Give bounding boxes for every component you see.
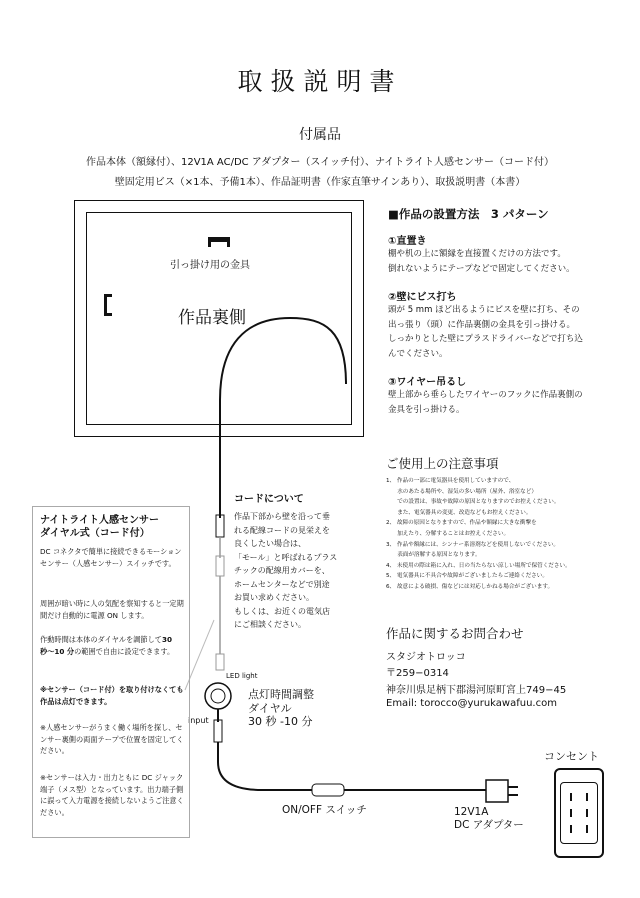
- caution-line: 加えたり、分解することはお控えください。: [386, 530, 510, 537]
- install-line: しっかりとした壁にプラスドライバーなどで打ち込: [388, 334, 583, 344]
- contact-address: 神奈川県足柄下郡湯河原町宮上749−45: [386, 685, 567, 696]
- nightlight-p6: ※センサーは入力・出力ともに DC ジャック端子（メス型）となっています。出力端子側に誤って入力電源を接続しないようご注意ください。: [40, 773, 184, 817]
- nightlight-title-2: ダイヤル式（コード付）: [40, 528, 150, 539]
- timer-line-1: 点灯時間調整: [248, 688, 314, 701]
- cord-line-text: 「モール」と呼ばれるプラス: [234, 552, 338, 562]
- back-label: 作品裏側: [178, 308, 246, 328]
- contact-zip: 〒259−0314: [386, 668, 449, 679]
- contact-heading: 作品に関するお問合わせ: [386, 626, 524, 641]
- nightlight-p5: ※人感センサーがうまく働く場所を探し、センサー裏側の両面テープで位置を固定してください。: [40, 723, 184, 755]
- cord-line-text: ホームセンターなどで別途: [234, 579, 330, 589]
- install-line: 頭が 5 mm ほど出るようにビスを壁に打ち、その: [388, 305, 580, 315]
- nightlight-p3a: 作動時間は本体のダイヤルを調節して: [40, 635, 162, 644]
- timer-line-3: 30 秒 -10 分: [248, 715, 313, 728]
- input-label: input: [188, 716, 209, 725]
- nightlight-p1: DC コネクタで簡単に接続できるモーションセンサー（人感センサー）スイッチです。: [40, 547, 182, 568]
- nightlight-title: [40, 514, 159, 540]
- cord-line-text: にご相談ください。: [234, 620, 306, 629]
- install-p3-text: [388, 388, 628, 417]
- caution-line: 表面が溶解する原因となります。: [386, 552, 481, 559]
- nightlight-p3c: の範囲で自由に設定できます。: [74, 646, 175, 656]
- adapter-icon: [486, 780, 508, 802]
- contact-email[interactable]: Email: torocco@yurukawafuu.com: [386, 698, 557, 709]
- install-line: 棚や机の上に額縁を直接置くだけの方法です。: [388, 249, 566, 259]
- install-heading: ■作品の設置方法 3 パターン: [388, 207, 549, 221]
- caution-line: また、電気器具の変更、改造などもお控えください。: [386, 509, 532, 516]
- switch-icon: [312, 784, 344, 796]
- install-line: んでください。: [388, 348, 448, 359]
- accessories-heading: 付属品: [299, 127, 341, 143]
- adapter-line-2: DC アダプター: [454, 819, 524, 831]
- cord-line-text: れる配線コードの見栄えを: [234, 525, 330, 535]
- cord-line: [220, 318, 346, 518]
- outlet-slots-icon: [560, 782, 598, 844]
- install-p3-title: ③ワイヤー吊るし: [388, 377, 467, 388]
- install-p2-text: [388, 303, 628, 361]
- nightlight-p2: 周囲が暗い時に人の気配を察知すると一定期間だけ自動的に電源 ON します。: [40, 599, 184, 620]
- adapter-line-1: 12V1A: [454, 806, 489, 818]
- install-line: 壁上部から垂らしたワイヤーのフックに作品裏側の: [388, 390, 583, 400]
- caution-line: 水のあたる場所や、湿気の多い場所（屋外、浴室など）: [386, 488, 537, 495]
- cord-line-text: もしくは、お近くの電気店: [234, 606, 330, 616]
- install-line: 出っ張り（頭）に作品裏側の金具を引っ掛ける。: [388, 319, 576, 330]
- caution-line: での設置は、事故や故障の原因となりますのでお控えください。: [386, 499, 560, 506]
- page-title: 取扱説明書: [237, 67, 403, 96]
- install-p1-title: ①直置き: [388, 236, 427, 247]
- cord-heading: コードについて: [234, 494, 304, 505]
- caution-line: 1、 作品の一部に電気器具を使用していますので、: [386, 478, 515, 484]
- caution-line: 5、 電気器具に不具合や故障がございましたらご連絡ください。: [386, 573, 548, 580]
- led-label: LED light: [226, 672, 258, 680]
- nightlight-title-1: ナイトライト人感センサー: [40, 515, 159, 526]
- sensor-dial-icon: [211, 689, 225, 703]
- sensor-connector-icon: [216, 556, 224, 576]
- cord-line-text: 作品下部から壁を沿って垂: [234, 512, 330, 521]
- accessories-line-1: 作品本体（額縁付）、12V1A AC/DC アダプター（スイッチ付）、ナイトライト人感センサー（コード付）: [85, 157, 555, 168]
- led-plug-icon: [216, 654, 224, 670]
- install-p2-title: ②壁にビス打ち: [388, 292, 457, 303]
- caution-line: 4、 未使用の際は箱に入れ、日の当たらない涼しい場所で保管ください。: [386, 562, 571, 569]
- nightlight-p4: ※センサー（コード付）を取り付けなくても作品は点灯できます。: [40, 685, 184, 706]
- cord-line-text: 良くしたい場合は、: [234, 539, 306, 548]
- cord-text: [234, 510, 337, 632]
- install-line: 倒れないようにテープなどで固定してください。: [388, 263, 575, 274]
- caution-line: 3、 作品や額縁には、シンナー系溶剤などを使用しないでください。: [386, 541, 560, 548]
- caution-heading: ご使用上の注意事項: [386, 456, 499, 471]
- caution-line: 6、 故意による破損、傷などには対応しかねる場合がございます。: [386, 583, 554, 590]
- nightlight-p3b: 30 秒〜10 分: [40, 635, 172, 656]
- install-section: [388, 232, 628, 417]
- input-jack-icon: [214, 720, 222, 742]
- nightlight-p3: [40, 634, 186, 657]
- install-line: 金具を引っ掛ける。: [388, 404, 465, 415]
- contact-name: スタジオトロッコ: [386, 652, 466, 663]
- install-p1-text: [388, 247, 628, 276]
- timer-label: [248, 688, 314, 729]
- adapter-cable: [218, 742, 488, 790]
- caution-line: 2、 故障の原因となりますので、作品や額縁に大きな衝撃を: [386, 520, 537, 527]
- caution-list: [386, 476, 631, 593]
- sensor-icon: [205, 683, 231, 709]
- cord-line-text: チックの配線用カバーを、: [234, 566, 330, 575]
- adapter-label: [454, 806, 524, 832]
- timer-line-2: ダイヤル: [248, 701, 292, 715]
- accessories-line-2: 壁固定用ビス（×1本、予備1本）、作品証明書（作家直筆サインあり）、取扱説明書（本書）: [114, 177, 526, 188]
- outlet-label: コンセント: [544, 750, 599, 763]
- hook-label: 引っ掛け用の金具: [170, 260, 250, 271]
- cord-line-text: お買い求めください。: [234, 593, 314, 602]
- switch-label: ON/OFF スイッチ: [282, 804, 367, 816]
- connector-icon: [216, 515, 224, 537]
